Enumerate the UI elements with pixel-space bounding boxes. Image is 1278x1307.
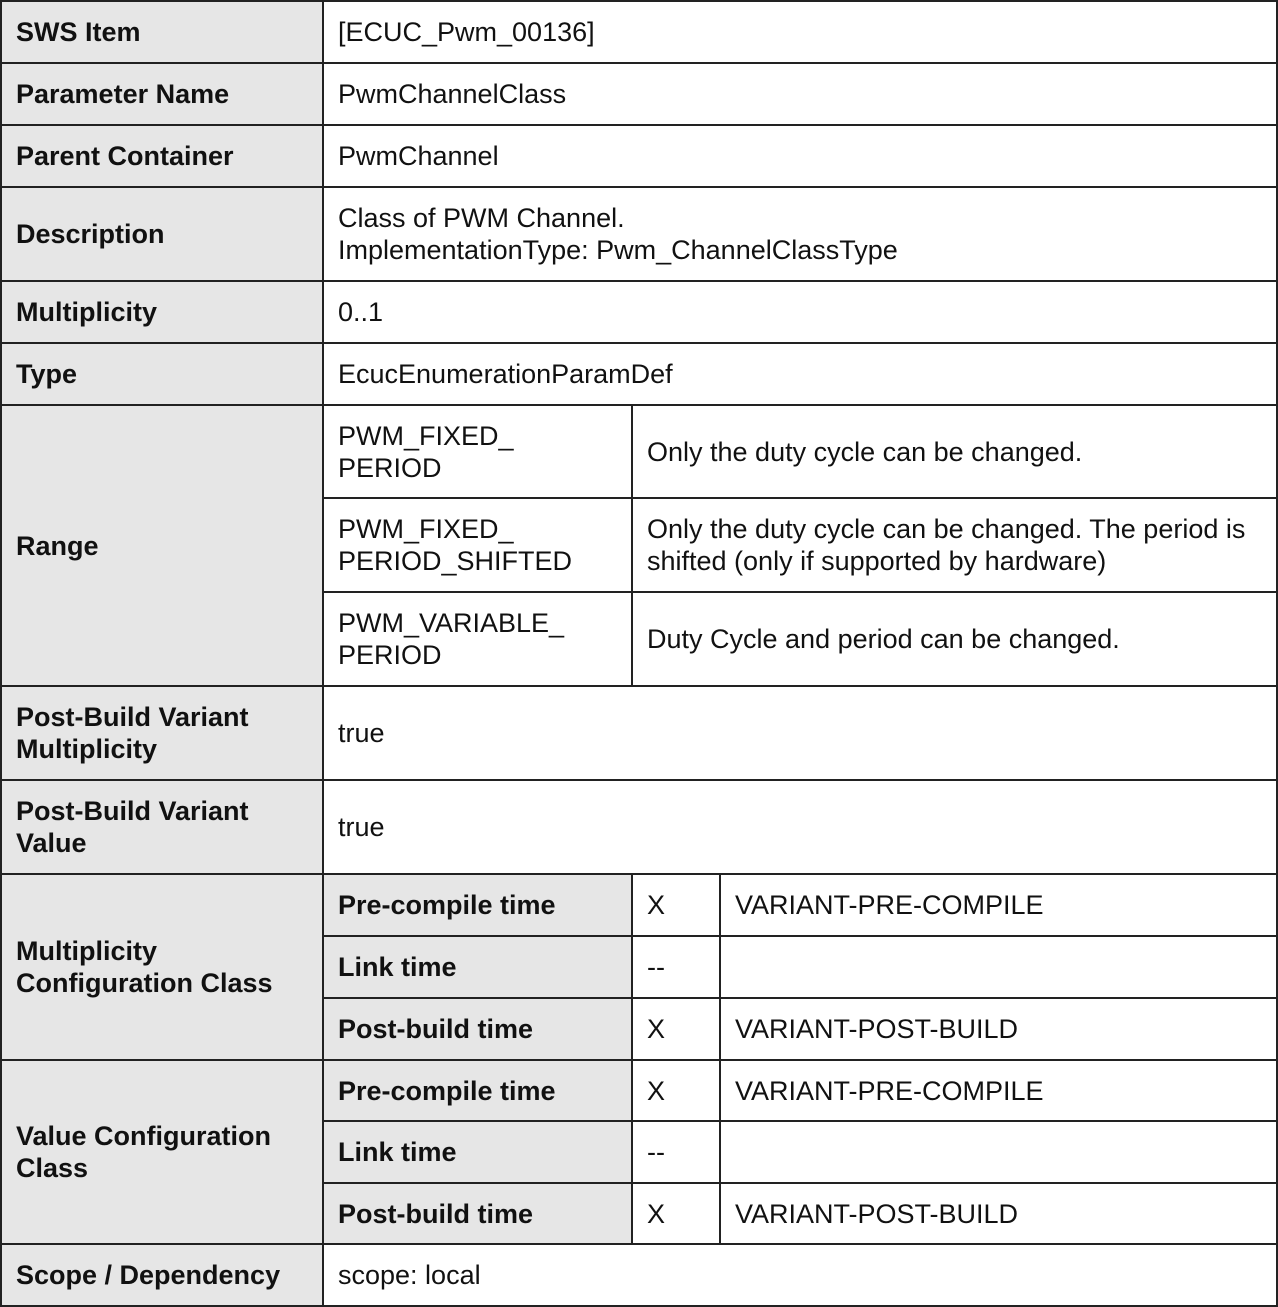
description-label-text: Description bbox=[16, 219, 165, 249]
config-time-label-text: Pre-compile time bbox=[338, 890, 556, 920]
value-config-class-label bbox=[0, 1059, 324, 1245]
range-item-description bbox=[631, 497, 1278, 593]
pb-variant-value-label-line-2: Value bbox=[16, 828, 87, 858]
config-mark-text: X bbox=[647, 1014, 666, 1044]
range-item-name bbox=[322, 404, 633, 499]
description-value bbox=[322, 186, 1278, 282]
config-time-label bbox=[322, 873, 633, 937]
multiplicity-config-label-line-1: Multiplicity bbox=[16, 936, 157, 966]
config-time-label-text: Post-build time bbox=[338, 1014, 533, 1044]
config-mark-text: -- bbox=[647, 952, 665, 982]
config-time-label-text: Post-build time bbox=[338, 1198, 533, 1229]
config-variant-text: VARIANT-PRE-COMPILE bbox=[735, 1075, 1044, 1106]
parameter-name-label-text: Parameter Name bbox=[16, 79, 230, 109]
range-item-name-line-1: PWM_FIXED_ bbox=[338, 514, 514, 544]
sws-item-value bbox=[322, 0, 1278, 64]
config-variant-text: VARIANT-PRE-COMPILE bbox=[735, 890, 1044, 920]
config-variant bbox=[719, 1182, 1278, 1245]
pb-variant-value-value bbox=[322, 779, 1278, 875]
description-label bbox=[0, 186, 324, 282]
value-config-label-line-2: Class bbox=[16, 1153, 89, 1183]
config-mark-text: -- bbox=[647, 1137, 665, 1167]
range-item-name-line-2: PERIOD_SHIFTED bbox=[338, 546, 573, 576]
config-variant-text: VARIANT-POST-BUILD bbox=[735, 1014, 1019, 1044]
range-item-desc-line-1: Duty Cycle and period can be changed. bbox=[647, 624, 1120, 654]
range-item-description bbox=[631, 404, 1278, 499]
config-time-label-text: Link time bbox=[338, 1137, 457, 1167]
scope-dependency-value-text: scope: local bbox=[338, 1260, 481, 1290]
multiplicity-value-text: 0..1 bbox=[338, 297, 384, 327]
sws-item-label bbox=[0, 0, 324, 64]
scope-dependency-label bbox=[0, 1243, 324, 1307]
config-mark bbox=[631, 1120, 721, 1184]
range-item-name-line-2: PERIOD bbox=[338, 452, 442, 483]
parent-container-value-text: PwmChannel bbox=[338, 141, 499, 171]
description-line-1: Class of PWM Channel. bbox=[338, 203, 625, 233]
config-mark bbox=[631, 935, 721, 999]
type-label bbox=[0, 342, 324, 406]
config-variant bbox=[719, 1120, 1278, 1184]
config-mark bbox=[631, 873, 721, 937]
config-variant-text: VARIANT-POST-BUILD bbox=[735, 1198, 1019, 1229]
parameter-name-value bbox=[322, 62, 1278, 126]
pb-variant-multiplicity-label-line-1: Post-Build Variant bbox=[16, 702, 249, 732]
type-label-text: Type bbox=[16, 359, 78, 389]
config-mark-text: X bbox=[647, 1198, 666, 1229]
type-value-text: EcucEnumerationParamDef bbox=[338, 359, 673, 389]
range-label bbox=[0, 404, 324, 687]
scope-dependency-value bbox=[322, 1243, 1278, 1307]
multiplicity-config-class-label bbox=[0, 873, 324, 1061]
sws-item-value-text: [ECUC_Pwm_00136] bbox=[338, 17, 595, 47]
config-mark-text: X bbox=[647, 890, 666, 920]
config-variant bbox=[719, 935, 1278, 999]
config-time-label-text: Link time bbox=[338, 952, 457, 982]
range-item-desc-line-1: Only the duty cycle can be changed. The period is bbox=[647, 514, 1246, 544]
config-variant bbox=[719, 997, 1278, 1061]
config-time-label bbox=[322, 997, 633, 1061]
parent-container-value bbox=[322, 124, 1278, 188]
multiplicity-value bbox=[322, 280, 1278, 344]
value-config-label-line-1: Value Configuration bbox=[16, 1121, 272, 1151]
pb-variant-multiplicity-label bbox=[0, 685, 324, 781]
type-value bbox=[322, 342, 1278, 406]
parent-container-label bbox=[0, 124, 324, 188]
config-time-label bbox=[322, 1120, 633, 1184]
parent-container-label-text: Parent Container bbox=[16, 141, 234, 171]
multiplicity-label-text: Multiplicity bbox=[16, 297, 157, 327]
range-item-desc-line-2: shifted (only if supported by hardware) bbox=[647, 546, 1107, 576]
range-item-description bbox=[631, 591, 1278, 687]
range-item-name-line-1: PWM_FIXED_ bbox=[338, 420, 514, 451]
parameter-name-label bbox=[0, 62, 324, 126]
pb-variant-value-label bbox=[0, 779, 324, 875]
config-variant bbox=[719, 873, 1278, 937]
config-time-label bbox=[322, 1059, 633, 1122]
sws-item-label-text: SWS Item bbox=[16, 17, 141, 47]
pb-variant-value-label-line-1: Post-Build Variant bbox=[16, 796, 249, 826]
range-item-name bbox=[322, 591, 633, 687]
parameter-name-value-text: PwmChannelClass bbox=[338, 79, 567, 109]
pb-variant-multiplicity-value-text: true bbox=[338, 718, 385, 748]
range-item-name-line-1: PWM_VARIABLE_ bbox=[338, 608, 565, 638]
multiplicity-config-label-line-2: Configuration Class bbox=[16, 968, 273, 998]
scope-dependency-label-text: Scope / Dependency bbox=[16, 1260, 281, 1290]
config-variant bbox=[719, 1059, 1278, 1122]
multiplicity-label bbox=[0, 280, 324, 344]
pb-variant-multiplicity-value bbox=[322, 685, 1278, 781]
range-item-name bbox=[322, 497, 633, 593]
description-line-2: ImplementationType: Pwm_ChannelClassType bbox=[338, 235, 898, 265]
pb-variant-value-value-text: true bbox=[338, 812, 385, 842]
config-mark bbox=[631, 1182, 721, 1245]
range-item-name-line-2: PERIOD bbox=[338, 640, 442, 670]
config-mark-text: X bbox=[647, 1075, 666, 1106]
config-mark bbox=[631, 1059, 721, 1122]
range-label-text: Range bbox=[16, 530, 99, 561]
pb-variant-multiplicity-label-line-2: Multiplicity bbox=[16, 734, 157, 764]
config-mark bbox=[631, 997, 721, 1061]
range-item-desc-line-1: Only the duty cycle can be changed. bbox=[647, 436, 1083, 467]
config-time-label-text: Pre-compile time bbox=[338, 1075, 556, 1106]
config-time-label bbox=[322, 935, 633, 999]
config-time-label bbox=[322, 1182, 633, 1245]
